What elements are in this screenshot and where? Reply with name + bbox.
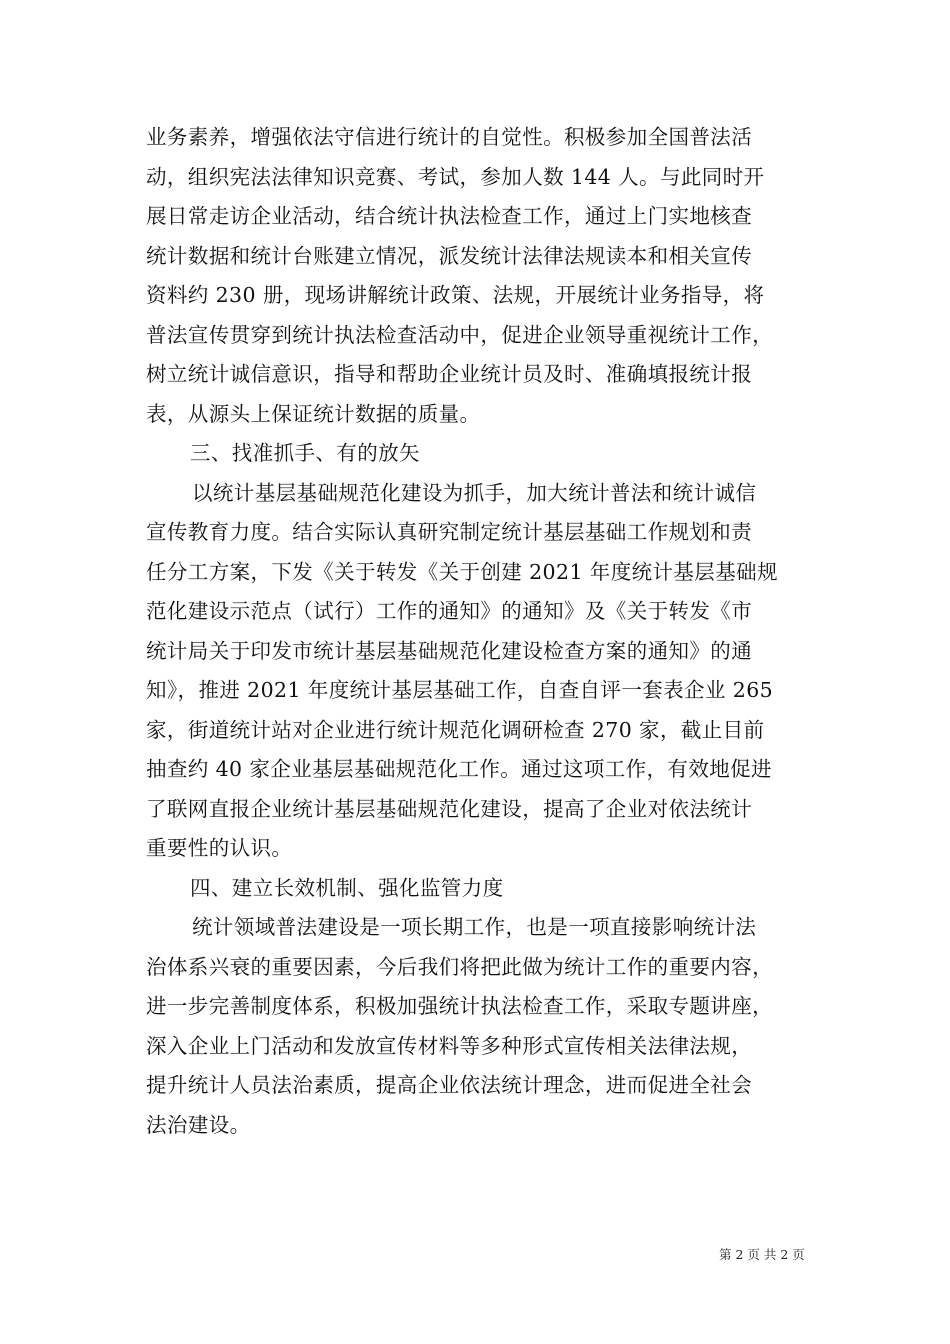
text-line: 进一步完善制度体系，积极加强统计执法检查工作，采取专题讲座，	[146, 994, 773, 1018]
text-line: 治体系兴衰的重要因素，今后我们将把此做为统计工作的重要内容，	[146, 954, 773, 979]
text-line: 范化建设示范点（试行）工作的通知》的通知》及《关于转发《市	[146, 599, 753, 623]
text-line: 重要性的认识。	[146, 836, 293, 860]
text-line: 宣传教育力度。结合实际认真研究制定统计基层基础工作规划和责	[146, 520, 753, 544]
text-line: 抽查约 40 家企业基层基础规范化工作。通过这项工作，有效地促进	[146, 757, 772, 781]
text-line: 知》，推进 2021 年度统计基层基础工作，自查自评一套表企业 265	[146, 678, 774, 702]
text-line: 家，街道统计站对企业进行统计规范化调研检查 270 家，截止目前	[146, 717, 765, 742]
text-line: 业务素养，增强依法守信进行统计的自觉性。积极参加全国普法活	[146, 125, 753, 149]
text-line: 统计局关于印发市统计基层基础规范化建设检查方案的通知》的通	[146, 638, 753, 663]
text-line: 普法宣传贯穿到统计执法检查活动中，促进企业领导重视统计工作，	[146, 322, 773, 347]
heading-text: 三、找准抓手、有的放矢	[190, 441, 420, 465]
text-line: 以统计基层基础规范化建设为抓手，加大统计普法和统计诚信	[192, 480, 757, 505]
text-line: 动，组织宪法法律知识竞赛、考试，参加人数 144 人。与此同时开	[146, 164, 765, 189]
section-heading-4	[146, 869, 826, 909]
paragraph-statistics-law-education	[146, 118, 826, 434]
document-body	[146, 118, 826, 1145]
paragraph-long-term-mechanism	[146, 908, 826, 1145]
text-line: 展日常走访企业活动，结合统计执法检查工作，通过上门实地核查	[146, 204, 753, 228]
text-line: 统计数据和统计台账建立情况，派发统计法律法规读本和相关宣传	[146, 243, 753, 268]
text-line: 深入企业上门活动和发放宣传材料等多种形式宣传相关法律法规，	[146, 1033, 753, 1058]
text-line: 资料约 230 册，现场讲解统计政策、法规，开展统计业务指导，将	[146, 283, 765, 307]
paragraph-standardization-construction	[146, 474, 826, 869]
section-heading-3	[146, 434, 826, 474]
text-line: 法治建设。	[146, 1112, 251, 1137]
text-line: 树立统计诚信意识，指导和帮助企业统计员及时、准确填报统计报	[146, 362, 753, 386]
heading-text: 四、建立长效机制、强化监管力度	[190, 875, 504, 900]
text-line: 提升统计人员法治素质，提高企业依法统计理念，进而促进全社会	[146, 1073, 753, 1097]
text-line: 统计领域普法建设是一项长期工作，也是一项直接影响统计法	[192, 915, 757, 939]
text-line: 了联网直报企业统计基层基础规范化建设，提高了企业对依法统计	[146, 796, 753, 821]
text-line: 表，从源头上保证统计数据的质量。	[146, 401, 481, 426]
page-number-footer: 第 2 页 共 2 页	[719, 1247, 805, 1262]
text-line: 任分工方案，下发《关于转发《关于创建 2021 年度统计基层基础规	[146, 559, 778, 584]
